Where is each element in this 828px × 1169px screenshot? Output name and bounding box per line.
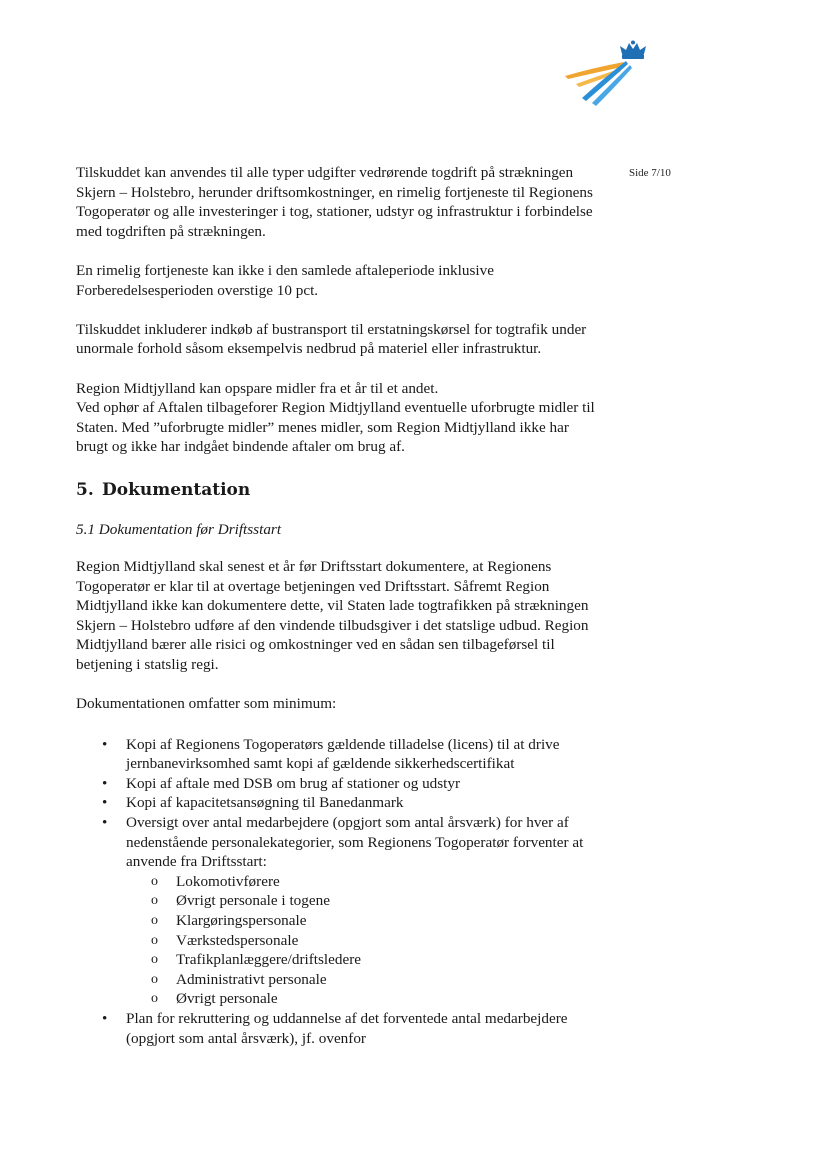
sub-list-item: o Øvrigt personale i togene	[126, 891, 596, 911]
paragraph-minimum-intro: Dokumentationen omfatter som minimum:	[76, 695, 337, 713]
list-item-text: Kopi af kapacitetsansøgning til Banedanmark	[126, 794, 404, 812]
list-item	[76, 1009, 596, 1048]
paragraph-documentation-deadline: Region Midtjylland skal senest et år før Driftsstart dokumentere, at Regionens Togoperatør er klar til at overtage betjeningen ved Driftsstart. Såfremt Region Midtjylland ikke kan dokumentere dette, vil Staten lade togtrafikken på strækningen Skjern – Holstebro udføre af den vindende tilbudsgiver i det statslige udbud. Region Midtjylland bærer alle risici og omkostninger ved en sådan sen tilbageførsel til betjening i statslig regi.	[76, 557, 589, 673]
list-item	[76, 813, 596, 1009]
paragraph-subsidy-use: Tilskuddet kan anvendes til alle typer udgifter vedrørende togdrift på strækningen Skjern – Holstebro, herunder driftsomkostninger, en rimelig fortjeneste til Regionens Togoperatør og alle investeringer i tog, stationer, udstyr og infrastruktur i forbindelse med togdriften på strækningen.	[76, 164, 593, 240]
documentation-list	[76, 735, 596, 1049]
page-number: Side 7/10	[629, 167, 671, 179]
list-item-text: Kopi af Regionens Togoperatørs gældende tilladelse (licens) til at drive jernbanevirksomhed samt kopi af gældende sikkerhedscertifikat	[126, 735, 560, 773]
paragraph-savings: Region Midtjylland kan opspare midler fra et år til et andet.	[76, 379, 439, 397]
sub-list-item: o Øvrigt personale	[126, 989, 596, 1009]
list-item-text: Plan for rekruttering og uddannelse af det forventede antal medarbejdere (opgjort som antal årsværk), jf. ovenfor	[126, 1009, 568, 1047]
section-heading	[76, 479, 596, 501]
list-item-text: Kopi af aftale med DSB om brug af stationer og udstyr	[126, 774, 461, 792]
sub-list-item: o Klargøringspersonale	[126, 911, 596, 931]
sub-list-item: o Lokomotivførere	[126, 872, 596, 892]
sub-list-item: o Administrativt personale	[126, 970, 596, 990]
list-item-text: Oversigt over antal medarbejdere (opgjort som antal årsværk) for hver af nedenstående personalekategorier, som Regionens Togoperatør forventer at anvende fra Driftsstart:	[126, 814, 584, 871]
paragraph-unused-funds: Ved ophør af Aftalen tilbageforer Region Midtjylland eventuelle uforbrugte midler til Staten. Med ”uforbrugte midler” menes midler, som Region Midtjylland ikke har brugt og ikke har indgået bindende aftaler om brug af.	[76, 399, 595, 456]
paragraph-profit-limit: En rimelig fortjeneste kan ikke i den samlede aftaleperiode inklusive Forberedelsesperioden overstige 10 pct.	[76, 261, 494, 299]
document-body	[76, 163, 596, 1048]
list-item	[76, 735, 596, 774]
subsection-heading: 5.1 Dokumentation før Driftsstart	[76, 520, 282, 538]
list-item	[76, 793, 596, 813]
ministry-crown-logo-icon	[562, 40, 652, 106]
sub-list-item: o Værkstedspersonale	[126, 931, 596, 951]
sub-list-item: o Trafikplanlæggere/driftsledere	[126, 950, 596, 970]
paragraph-bus-transport: Tilskuddet inkluderer indkøb af bustransport til erstatningskørsel for togtrafik under unormale forhold såsom eksempelvis nedbrud på materiel eller infrastruktur.	[76, 320, 587, 358]
section-number: 5.	[76, 479, 94, 500]
personnel-category-list	[126, 872, 596, 1009]
section-title: Dokumentation	[102, 479, 251, 500]
list-item	[76, 774, 596, 794]
